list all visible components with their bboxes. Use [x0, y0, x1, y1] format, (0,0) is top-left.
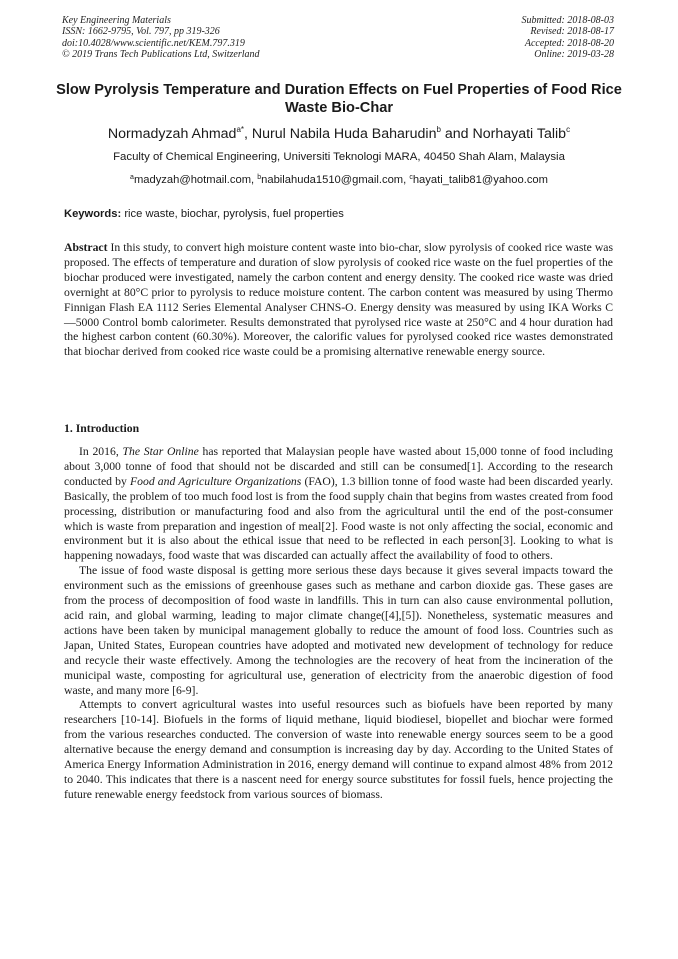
abstract	[64, 241, 613, 360]
abstract-label: Abstract	[64, 241, 108, 254]
text-run: (FAO), 1.3 billion tonne of food waste had been discarded yearly. Basically, the problem of too much food lost is from the food supply chain that begins from wastes created from food processing, distribution or manufacturing food and also from the agricultural until the end of the post-consumer which is waste from preparation and ingestion of meal[2]. Food waste is not only affecting the social, economic and environment but it is also about the ethical issue that need to be reflected in each person[3]. Looking to what is happening nowadays, food waste that was discarded can actually affect the availability of food to others.	[64, 474, 613, 563]
author-separator: ,	[244, 126, 252, 142]
keywords	[64, 207, 344, 221]
intro-paragraph-3: Attempts to convert agricultural wastes into useful resources such as biofuels have been reported by many researchers [10-14]. Biofuels in the forms of liquid methane, liquid biodiesel, biopellet and biochar were formed from the various researches conducted. The conversion of waste into renewable energy sources seem to be a good alternative because the energy demand and consumption is increasing day by day. According to the United States of America Energy Information Administration in 2016, energy demand will continue to expand almost 48% from 2012 to 2040. This indicates that there is a nascent need for energy source substitutes for fossil fuels, hence projecting the future renewable energy feedstock from various sources of biomass.	[64, 698, 613, 801]
email-mark: b	[257, 174, 262, 181]
intro-paragraph-2: The issue of food waste disposal is getting more serious these days because it gives several impacts toward the environment such as the emissions of greenhouse gases such as methane and carbon dioxide gas. These gases are from the process of decomposition of food waste in landfills. This in turn can also cause environmental pollution, acid rain, and global warming, leading to major climate change([4],[5]). Nonetheless, systematic measures and actions have been taken by municipal management globally to reduce the amount of food loss. Countries such as Japan, United States, European countries have adopted and motivated new development of technology for reduce and recycle their waste effectively. Among the technologies are the recovery of heat from the incineration of the municipal waste, composting for agricultural use, generation of electricity from the anaerobic digestion of food waste, and many more [6-9].	[64, 564, 613, 697]
email-address: nabilahuda1510@gmail.com	[261, 174, 404, 186]
publication-dates	[522, 15, 615, 61]
introduction-body	[64, 445, 613, 803]
email-address: hayati_talib81@yahoo.com	[412, 174, 548, 186]
author-mark: a*	[236, 125, 245, 134]
organization-name: Food and Agriculture Organizations	[130, 474, 302, 488]
author-name: Nurul Nabila Huda Baharudin	[251, 126, 437, 142]
keywords-text: rice waste, biochar, pyrolysis, fuel properties	[124, 208, 344, 220]
email-mark: a	[130, 174, 134, 181]
author-mark: c	[566, 125, 571, 134]
section-heading: 1. Introduction	[64, 422, 140, 435]
publication-name: The Star Online	[122, 445, 199, 458]
journal-copyright: © 2019 Trans Tech Publications Ltd, Switzerland	[62, 49, 260, 61]
text-run: has reported that Malaysian people have wasted about 15,000 tonne of food including about 3,000 tonne of food that should not be discarded and still can be consumed[1]. According to the research conducted by	[64, 445, 613, 488]
journal-issn: ISSN: 1662-9795, Vol. 797, pp 319-326	[62, 26, 220, 38]
date-revised: Revised: 2018-08-17	[530, 26, 614, 38]
date-accepted: Accepted: 2018-08-20	[524, 37, 614, 49]
email-list: $^a$madyzah@hotmail.com, $^b$nabilahuda1510@gmail.com, $^c$hayati_talib81@yahoo.com	[130, 174, 548, 186]
journal-name: Key Engineering Materials	[62, 15, 171, 26]
keywords-label: Keywords:	[64, 208, 122, 220]
intro-paragraph-1	[64, 445, 613, 564]
email-mark: c	[409, 174, 413, 181]
abstract-text: In this study, to convert high moisture content waste into bio-char, slow pyrolysis of cooked rice waste was proposed. The effects of temperature and duration of slow pyrolysis of cooked rice waste on the fuel properties of the biochar produced were investigated, namely the carbon content and energy density. The cooked rice waste was dried overnight at 80°C prior to pyrolysis to reduce moisture content. The carbon content was measured by using Thermo Finnigan Flash EA 1112 Series Elemental Analyser CHNS-O. Energy density was measured by using IKA Works C—5000 Control bomb calorimeter. Results demonstrated that pyrolysed rice waste at 250°C and 4 hour duration had the highest carbon content (60.30%). Moreover, the calorific values for pyrolysed cooked rice wastes demonstrated that biochar derived from cooked rice waste could be a promising alternative renewable energy source.	[64, 241, 614, 359]
author-name: Norhayati Talib	[472, 126, 567, 142]
journal-doi: doi:10.4028/www.scientific.net/KEM.797.319	[62, 37, 245, 49]
text-run: In 2016,	[79, 445, 123, 458]
date-submitted: Submitted: 2018-08-03	[521, 15, 614, 26]
author-separator: and	[440, 126, 473, 142]
journal-info	[62, 15, 260, 61]
author-mark: b	[436, 125, 441, 134]
paper-title: Slow Pyrolysis Temperature and Duration Effects on Fuel Properties of Food Rice Waste Bio-Char	[56, 82, 622, 116]
author-name: Normadyzah Ahmad	[107, 126, 237, 142]
email-address: madyzah@hotmail.com	[133, 174, 252, 186]
affiliation: Faculty of Chemical Engineering, Universiti Teknologi MARA, 40450 Shah Alam, Malaysia	[113, 151, 565, 163]
author-list	[20, 125, 658, 143]
date-online: Online: 2019-03-28	[534, 49, 614, 61]
